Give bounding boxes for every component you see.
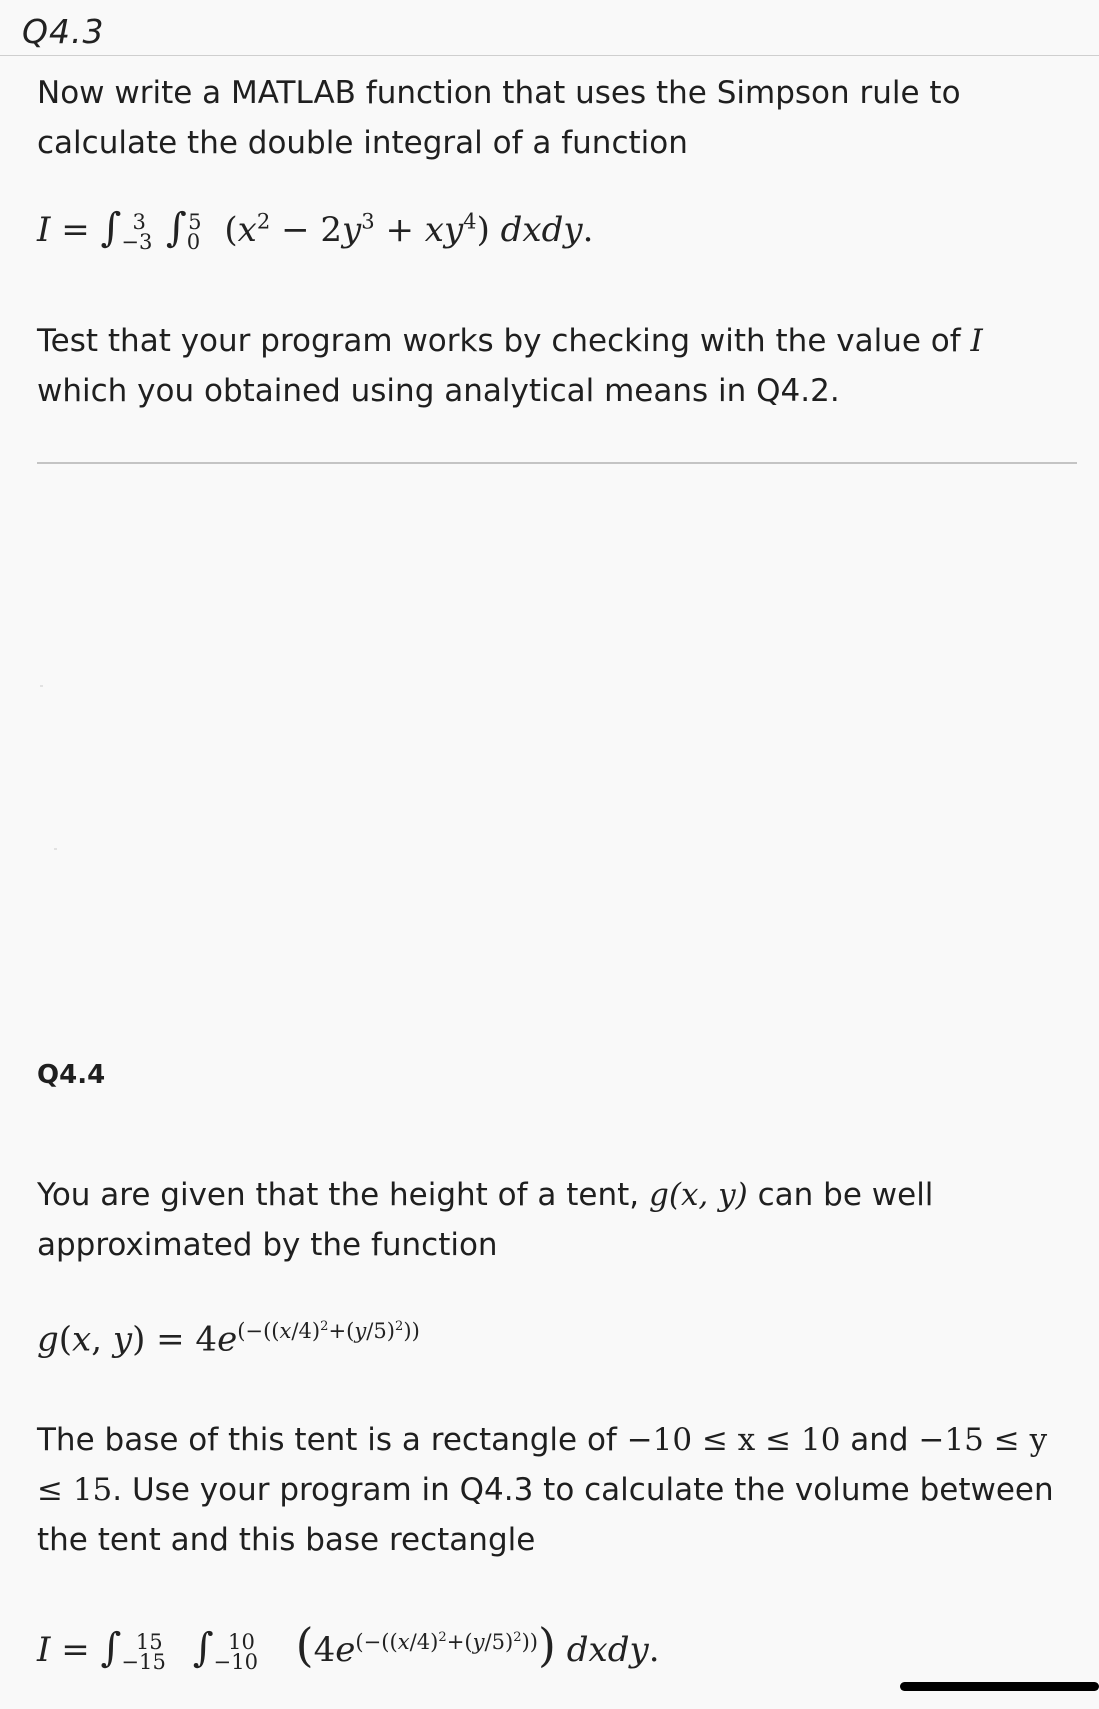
handwritten-label: Q4.3 [22,12,105,51]
q43-integral-equation: $I = \int_{-3}^3$ $\int_0^5$ $(x^2 - 2y^3 + xy^4)$ dxdy. [37,205,594,254]
home-indicator[interactable] [900,1682,1099,1691]
tent-function-equation: g(x, $y) = 4e^{(-((x/4)^2+(y/5)^2))}$ [37,1318,420,1360]
q44-base-paragraph: The base of this tent is a rectangle of −10 ≤ x ≤ 10 and −15 ≤ y ≤ 15. Use your program in Q4.3 to calculate the volume between the tent and this base rectangle [37,1422,1054,1558]
q44-title: Q4.4 [37,1060,106,1090]
section-divider [37,462,1077,464]
top-divider [0,55,1099,56]
q43-intro: Now write a MATLAB function that uses the Simpson rule to calculate the double integral of a function [37,75,961,161]
q43-test-paragraph: Test that your program works by checking with the value of I which you obtained using analytical means in Q4.2. [37,323,983,409]
scan-speck [54,848,57,850]
q44-intro: You are given that the height of a tent, g(x, y) can be well approximated by the function [37,1177,934,1263]
variable-i: I [970,323,983,359]
volume-integral-equation: $I = \int_{-15}^{15}$ $\int_{-10}^{10}$ $(4e^{(-((x/4)^2+(y/5)^2))})$ dxdy. [37,1618,660,1674]
scan-speck [40,685,43,687]
